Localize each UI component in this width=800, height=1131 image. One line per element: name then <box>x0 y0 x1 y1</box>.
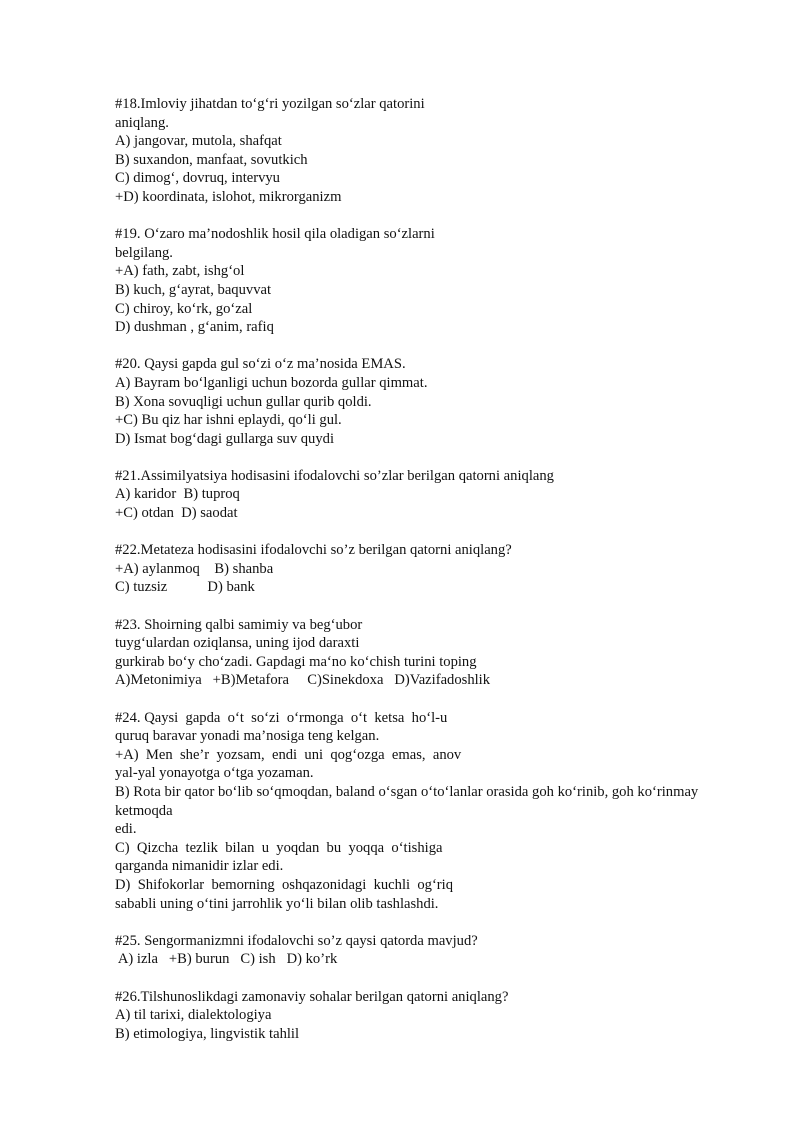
question-line: C) Qizcha tezlik bilan u yoqdan bu yoqqa o‘tishiga <box>115 839 443 856</box>
question-text: #25. Sengormanizmni ifodalovchi so’z qaysi qatorda mavjud? <box>115 932 478 949</box>
question-line: D) Ismat bog‘dagi gullarga suv quydi <box>115 430 335 447</box>
question-text: #24. Qaysi gapda o‘t so‘zi o‘rmonga o‘t ketsa ho‘l-u <box>115 709 448 726</box>
question-line: C) chiroy, ko‘rk, go‘zal <box>115 300 253 317</box>
question-line: edi. <box>115 821 137 838</box>
question-line: A) karidor B) tuproq <box>115 486 240 503</box>
question-line: belgilang. <box>115 244 173 261</box>
question-line: A) til tarixi, dialektologiya <box>115 1007 272 1024</box>
question-line: D) Shifokorlar bemorning oshqazonidagi kuchli og‘riq <box>115 876 454 893</box>
question-line: sababli uning o‘tini jarrohlik yo‘li bilan olib tashlashdi. <box>115 895 439 912</box>
question-q23 <box>115 616 725 690</box>
question-q24 <box>115 709 725 914</box>
question-line: +C) Bu qiz har ishni eplaydi, qo‘li gul. <box>115 412 342 429</box>
question-line: gurkirab bo‘y cho‘zadi. Gapdagi ma‘no ko‘chish turini toping <box>115 653 477 670</box>
question-line: B) suxandon, manfaat, sovutkich <box>115 151 308 168</box>
question-text: #19. O‘zaro ma’nodoshlik hosil qila oladigan so‘zlarni <box>115 226 435 243</box>
question-line: B) Rota bir qator bo‘lib so‘qmoqdan, baland o‘sgan o‘to‘lanlar orasida goh ko‘rinib, goh ko‘rinmay ketmoqda <box>115 783 699 819</box>
question-text: #18.Imloviy jihatdan to‘g‘ri yozilgan so‘zlar qatorini <box>115 96 425 112</box>
question-q20 <box>115 355 725 448</box>
question-q19 <box>115 225 725 337</box>
question-line: +A) fath, zabt, ishg‘ol <box>115 263 245 280</box>
question-q26 <box>115 988 725 1044</box>
question-q21 <box>115 467 725 523</box>
question-line: C) dimog‘, dovruq, intervyu <box>115 170 280 187</box>
questions-list <box>115 95 725 1062</box>
question-line: A) izla +B) burun C) ish D) ko’rk <box>115 951 338 968</box>
question-q18 <box>115 95 725 207</box>
question-line: qarganda nimanidir izlar edi. <box>115 858 284 875</box>
question-line: B) kuch, g‘ayrat, baquvvat <box>115 281 272 298</box>
question-line: +C) otdan D) saodat <box>115 505 238 522</box>
question-line: +D) koordinata, islohot, mikrorganizm <box>115 188 342 205</box>
question-line: quruq baravar yonadi ma’nosiga teng kelgan. <box>115 728 380 745</box>
question-text: #21.Assimilyatsiya hodisasini ifodalovchi so’zlar berilgan qatorni aniqlang <box>115 467 554 484</box>
question-line: +A) Men she’r yozsam, endi uni qog‘ozga emas, anov <box>115 746 462 763</box>
question-line: C) tuzsiz D) bank <box>115 579 255 596</box>
question-q22 <box>115 541 725 597</box>
question-text: #26.Tilshunoslikdagi zamonaviy sohalar berilgan qatorni aniqlang? <box>115 988 509 1005</box>
question-line: yal-yal yonayotga o‘tga yozaman. <box>115 765 314 782</box>
question-line: aniqlang. <box>115 114 169 131</box>
question-line: tuyg‘ulardan oziqlansa, uning ijod daraxti <box>115 635 360 652</box>
question-line: B) etimologiya, lingvistik tahlil <box>115 1025 300 1042</box>
question-line: +A) aylanmoq B) shanba <box>115 560 274 577</box>
question-text: #20. Qaysi gapda gul so‘zi o‘z ma’nosida EMAS. <box>115 356 406 373</box>
question-text: #23. Shoirning qalbi samimiy va beg‘ubor <box>115 616 363 633</box>
question-line: A) jangovar, mutola, shafqat <box>115 133 282 150</box>
question-line: B) Xona sovuqligi uchun gullar qurib qoldi. <box>115 393 372 410</box>
question-text: #22.Metateza hodisasini ifodalovchi so’z berilgan qatorni aniqlang? <box>115 542 512 559</box>
question-line: A) Bayram bo‘lganligi uchun bozorda gullar qimmat. <box>115 374 428 391</box>
question-line: D) dushman , g‘anim, rafiq <box>115 319 274 336</box>
question-q25 <box>115 932 725 969</box>
question-line: A)Metonimiya +B)Metafora C)Sinekdoxa D)Vazifadoshlik <box>115 672 491 689</box>
